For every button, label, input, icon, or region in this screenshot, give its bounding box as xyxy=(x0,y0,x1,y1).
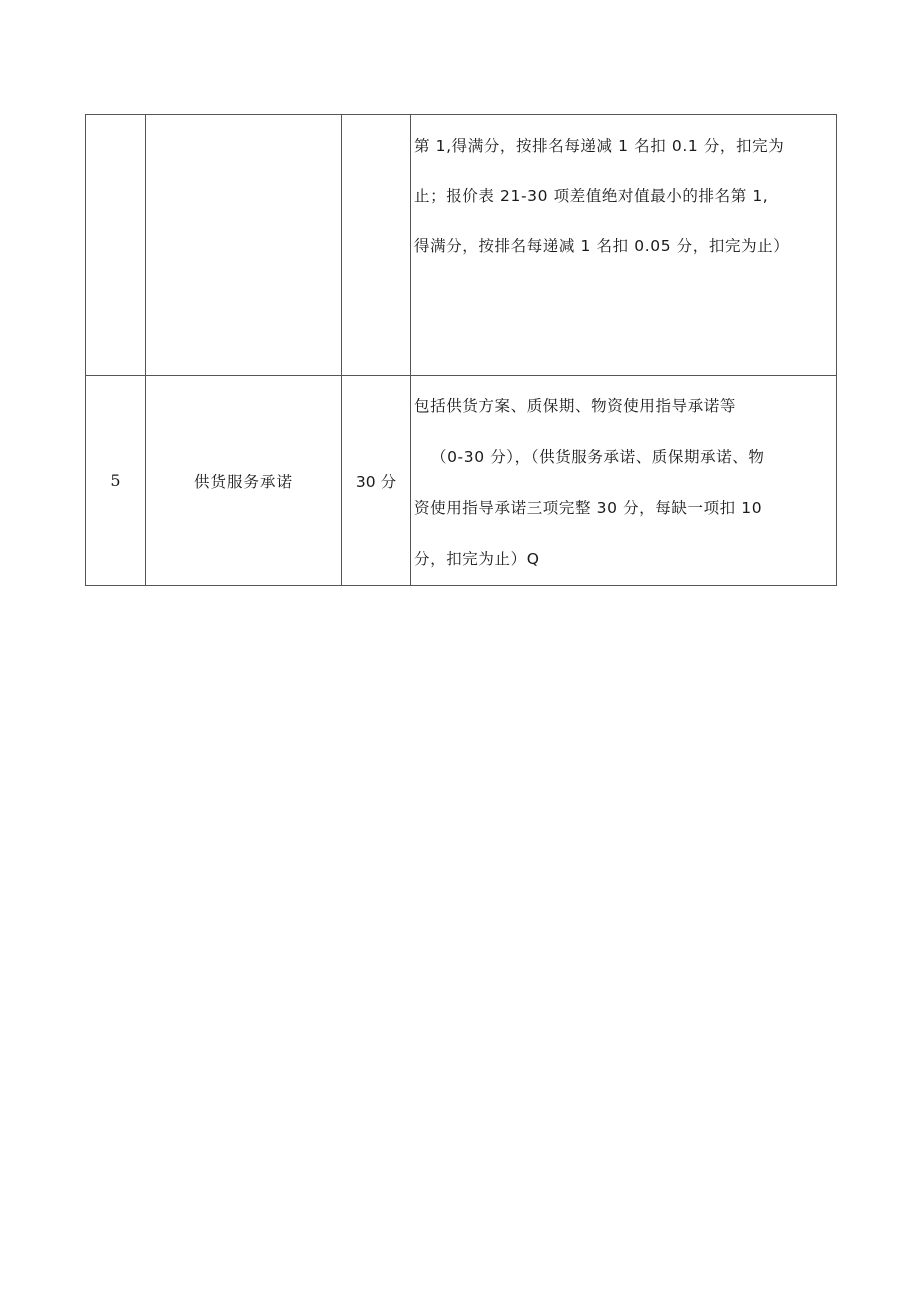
criteria-line: 第 1,得满分，按排名每递减 1 名扣 0.1 分，扣完为 xyxy=(414,137,785,155)
criteria-line: 包括供货方案、质保期、物资使用指导承诺等 xyxy=(414,397,737,415)
item-name: 供货服务承诺 xyxy=(193,472,293,491)
criteria-cell xyxy=(411,115,837,376)
criteria-cell xyxy=(411,376,837,586)
score-value: 30 分 xyxy=(355,472,397,491)
criteria-line: 得满分，按排名每递减 1 名扣 0.05 分，扣完为止） xyxy=(414,237,790,255)
row-number-cell xyxy=(86,376,146,586)
criteria-line: （0-30 分），（供货服务承诺、质保期承诺、物 xyxy=(431,448,765,466)
score-cell xyxy=(342,115,411,376)
scoring-table xyxy=(85,114,837,586)
table-row xyxy=(86,376,837,586)
criteria-line: 资使用指导承诺三项完整 30 分，每缺一项扣 10 xyxy=(414,499,763,517)
criteria-line: 止；报价表 21-30 项差值绝对值最小的排名第 1, xyxy=(414,187,769,205)
row-number-cell xyxy=(86,115,146,376)
item-name-cell xyxy=(146,115,342,376)
row-number: 5 xyxy=(110,471,121,490)
table-row xyxy=(86,115,837,376)
criteria-line: 分，扣完为止）Q xyxy=(414,550,540,568)
score-cell xyxy=(342,376,411,586)
item-name-cell xyxy=(146,376,342,586)
